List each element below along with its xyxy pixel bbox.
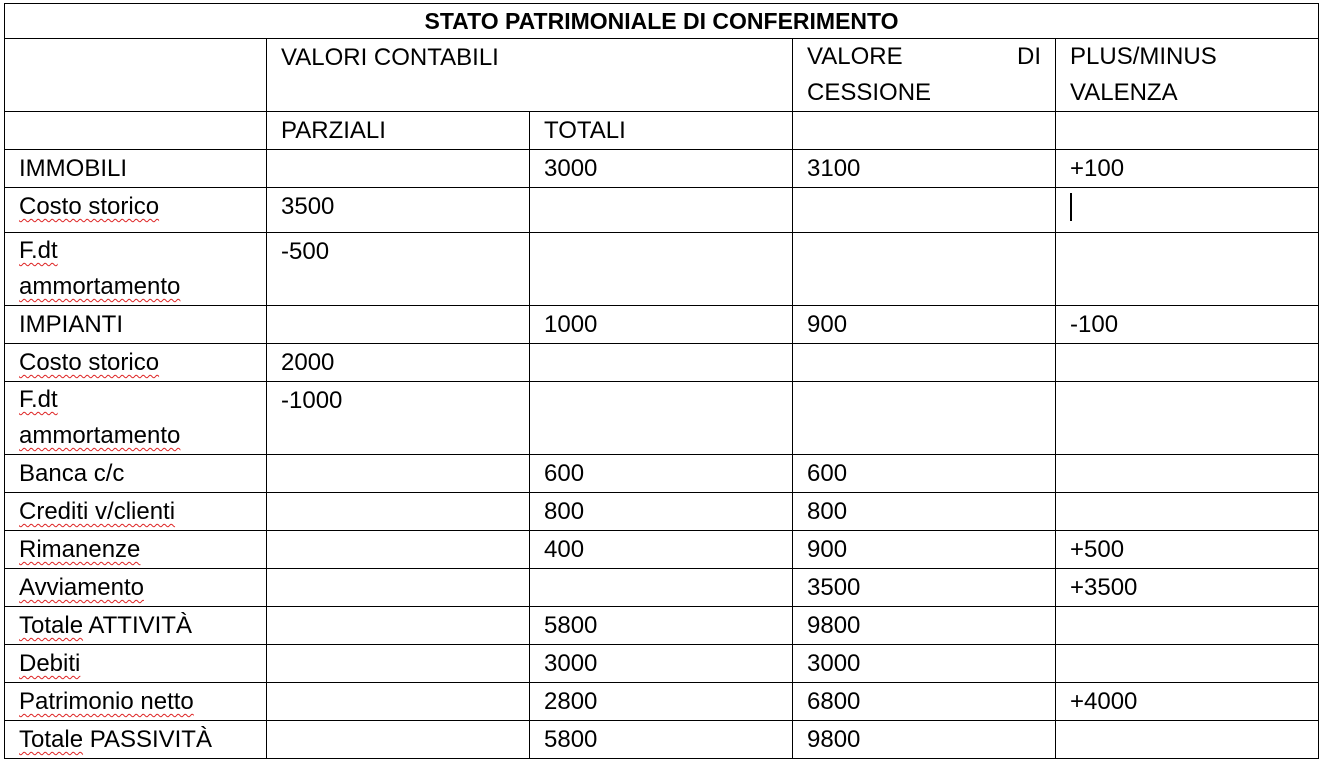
row-cessione[interactable]: 9800 [793, 721, 1056, 759]
row-label-line2: ammortamento [19, 422, 181, 449]
row-plusminus[interactable] [1056, 188, 1319, 233]
header-valenza-word: VALENZA [1070, 79, 1178, 106]
row-label[interactable] [5, 188, 267, 233]
title-row [5, 4, 1319, 39]
row-label-text: Patrimonio netto [19, 688, 194, 715]
row-plusminus[interactable]: +500 [1056, 531, 1319, 569]
row-parziali[interactable] [267, 306, 530, 344]
row-label[interactable]: IMPIANTI [5, 306, 267, 344]
row-label-line1: F.dt [19, 386, 58, 413]
row-plusminus[interactable]: +3500 [1056, 569, 1319, 607]
text-cursor [1070, 193, 1072, 221]
row-plusminus[interactable]: +100 [1056, 150, 1319, 188]
table-row [5, 683, 1319, 721]
header-empty-cell[interactable] [5, 39, 267, 112]
subheader-empty-plusminus[interactable] [1056, 112, 1319, 150]
row-totali[interactable]: 3000 [530, 150, 793, 188]
row-label[interactable] [5, 531, 267, 569]
table-row [5, 569, 1319, 607]
row-label[interactable]: IMMOBILI [5, 150, 267, 188]
row-label[interactable] [5, 233, 267, 306]
row-plusminus[interactable]: +4000 [1056, 683, 1319, 721]
row-plusminus[interactable] [1056, 455, 1319, 493]
row-parziali[interactable] [267, 645, 530, 683]
row-totali[interactable]: 400 [530, 531, 793, 569]
table-row [5, 306, 1319, 344]
row-label[interactable] [5, 569, 267, 607]
row-totali[interactable] [530, 569, 793, 607]
row-label[interactable] [5, 493, 267, 531]
header-plusminus-word: PLUS/MINUS [1070, 43, 1217, 70]
row-plusminus[interactable] [1056, 233, 1319, 306]
table-row [5, 721, 1319, 759]
row-cessione[interactable] [793, 233, 1056, 306]
table-row [5, 150, 1319, 188]
header-plus-minus-valenza[interactable] [1056, 39, 1319, 112]
row-totali[interactable]: 2800 [530, 683, 793, 721]
row-totali[interactable]: 800 [530, 493, 793, 531]
header-di-word: DI [1017, 43, 1041, 70]
table-row [5, 645, 1319, 683]
row-parziali[interactable] [267, 531, 530, 569]
row-label-line2: ammortamento [19, 273, 181, 300]
row-parziali[interactable] [267, 607, 530, 645]
row-totali[interactable]: 600 [530, 455, 793, 493]
row-parziali[interactable] [267, 455, 530, 493]
header-row [5, 39, 1319, 112]
row-cessione[interactable]: 3000 [793, 645, 1056, 683]
row-plusminus[interactable] [1056, 382, 1319, 455]
row-label-word: Totale [19, 726, 84, 753]
row-label[interactable]: Banca c/c [5, 455, 267, 493]
row-cessione[interactable]: 800 [793, 493, 1056, 531]
row-label[interactable] [5, 645, 267, 683]
row-plusminus[interactable] [1056, 344, 1319, 382]
row-parziali[interactable] [267, 150, 530, 188]
row-parziali[interactable]: 3500 [267, 188, 530, 233]
row-cessione[interactable]: 900 [793, 531, 1056, 569]
header-valore-di-cessione[interactable] [793, 39, 1056, 112]
subheader-totali[interactable]: TOTALI [530, 112, 793, 150]
row-plusminus[interactable] [1056, 645, 1319, 683]
row-parziali[interactable] [267, 493, 530, 531]
row-label[interactable] [5, 721, 267, 759]
header-valore-word: VALORE [807, 43, 903, 70]
row-plusminus[interactable] [1056, 493, 1319, 531]
table-row [5, 455, 1319, 493]
subheader-parziali[interactable]: PARZIALI [267, 112, 530, 150]
row-label-word: Totale [19, 612, 84, 639]
row-parziali[interactable] [267, 721, 530, 759]
header-valore-line1 [807, 39, 1055, 75]
row-plusminus[interactable] [1056, 607, 1319, 645]
row-cessione[interactable]: 9800 [793, 607, 1056, 645]
table-row [5, 607, 1319, 645]
row-cessione[interactable] [793, 382, 1056, 455]
row-plusminus[interactable]: -100 [1056, 306, 1319, 344]
row-label-text: Costo storico [19, 349, 160, 376]
row-totali[interactable]: 5800 [530, 607, 793, 645]
row-totali[interactable]: 3000 [530, 645, 793, 683]
row-cessione[interactable]: 6800 [793, 683, 1056, 721]
table-row [5, 344, 1319, 382]
row-label-text: Costo storico [19, 193, 160, 220]
row-cessione[interactable]: 600 [793, 455, 1056, 493]
row-label[interactable] [5, 382, 267, 455]
table-row [5, 233, 1319, 306]
subheader-empty-cessione[interactable] [793, 112, 1056, 150]
table-row [5, 382, 1319, 455]
table-row [5, 531, 1319, 569]
table-title[interactable]: STATO PATRIMONIALE DI CONFERIMENTO [5, 4, 1319, 39]
row-parziali[interactable]: -1000 [267, 382, 530, 455]
row-cessione[interactable]: 3500 [793, 569, 1056, 607]
table-row [5, 493, 1319, 531]
row-totali[interactable]: 5800 [530, 721, 793, 759]
row-totali[interactable] [530, 188, 793, 233]
row-totali[interactable] [530, 344, 793, 382]
row-totali[interactable]: 1000 [530, 306, 793, 344]
row-totali[interactable] [530, 382, 793, 455]
row-cessione[interactable] [793, 344, 1056, 382]
row-cessione[interactable]: 900 [793, 306, 1056, 344]
table-row [5, 188, 1319, 233]
row-label[interactable] [5, 607, 267, 645]
row-cessione[interactable] [793, 188, 1056, 233]
row-parziali[interactable] [267, 569, 530, 607]
row-totali[interactable] [530, 233, 793, 306]
row-label[interactable] [5, 683, 267, 721]
row-label-line1: F.dt [19, 237, 58, 264]
row-label-text: Crediti v/clienti [19, 498, 176, 525]
row-label-word: ATTIVITÀ [83, 612, 192, 639]
header-valori-contabili[interactable]: VALORI CONTABILI [267, 39, 793, 112]
row-label-text: Avviamento [19, 574, 144, 601]
balance-sheet-table [4, 3, 1319, 759]
row-plusminus[interactable] [1056, 721, 1319, 759]
subheader-empty-cell[interactable] [5, 112, 267, 150]
row-label-text: Rimanenze [19, 536, 141, 563]
row-label-text: Debiti [19, 650, 81, 677]
row-parziali[interactable]: 2000 [267, 344, 530, 382]
row-parziali[interactable]: -500 [267, 233, 530, 306]
row-label[interactable] [5, 344, 267, 382]
header-cessione-word: CESSIONE [807, 79, 932, 106]
row-cessione[interactable]: 3100 [793, 150, 1056, 188]
subheader-row [5, 112, 1319, 150]
row-parziali[interactable] [267, 683, 530, 721]
row-label-word: PASSIVITÀ [83, 726, 212, 753]
